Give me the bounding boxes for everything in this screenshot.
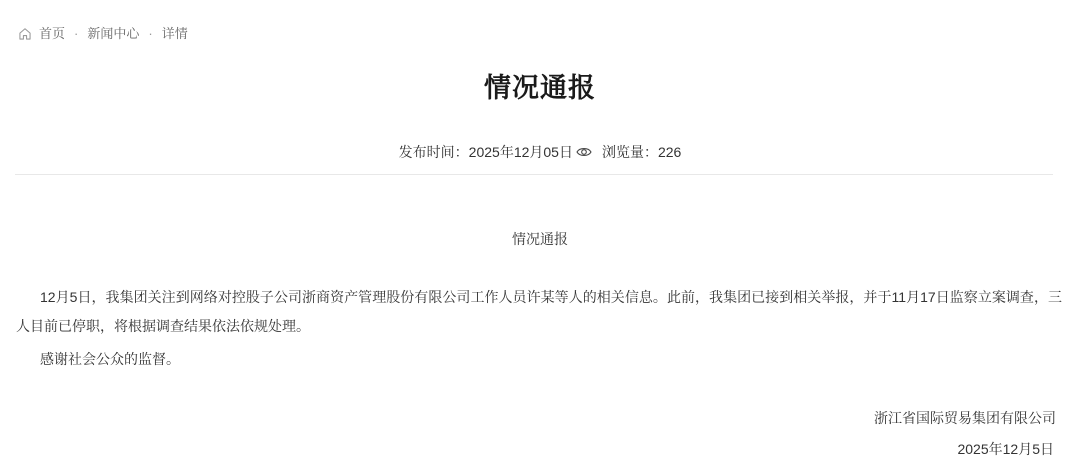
breadcrumb-item-detail: 详情 [161, 26, 188, 41]
breadcrumb [0, 0, 1080, 42]
breadcrumb-item-home[interactable]: 首页 [39, 26, 66, 41]
signature: 浙江省国际贸易集团有限公司 [874, 410, 1056, 426]
page-title: 情况通报 [484, 73, 596, 103]
signature-date: 2025年12月5日 [957, 441, 1054, 456]
home-icon[interactable] [18, 27, 32, 41]
body-heading: 情况通报 [512, 231, 568, 247]
article-content [16, 283, 1062, 374]
breadcrumb-separator: · [148, 26, 153, 41]
publish-time-label: 发布时间：2025年12月05日 [398, 144, 573, 160]
divider [15, 174, 1053, 175]
paragraph: 感谢社会公众的监督。 [40, 351, 180, 367]
breadcrumb-separator: · [74, 26, 79, 41]
eye-icon [576, 146, 592, 158]
paragraph: 12月5日，我集团关注到网络对控股子公司浙商资产管理股份有限公司工作人员许某等人的相关信息。此前，我集团已接到相关举报，并于11月17日监察立案调查，三人目前已停职，将根据调查结果依法依规处理。 [16, 289, 1062, 334]
article-meta [0, 143, 1080, 161]
breadcrumb-item-news-center[interactable]: 新闻中心 [87, 26, 140, 41]
view-count-label: 浏览量：226 [601, 144, 682, 160]
